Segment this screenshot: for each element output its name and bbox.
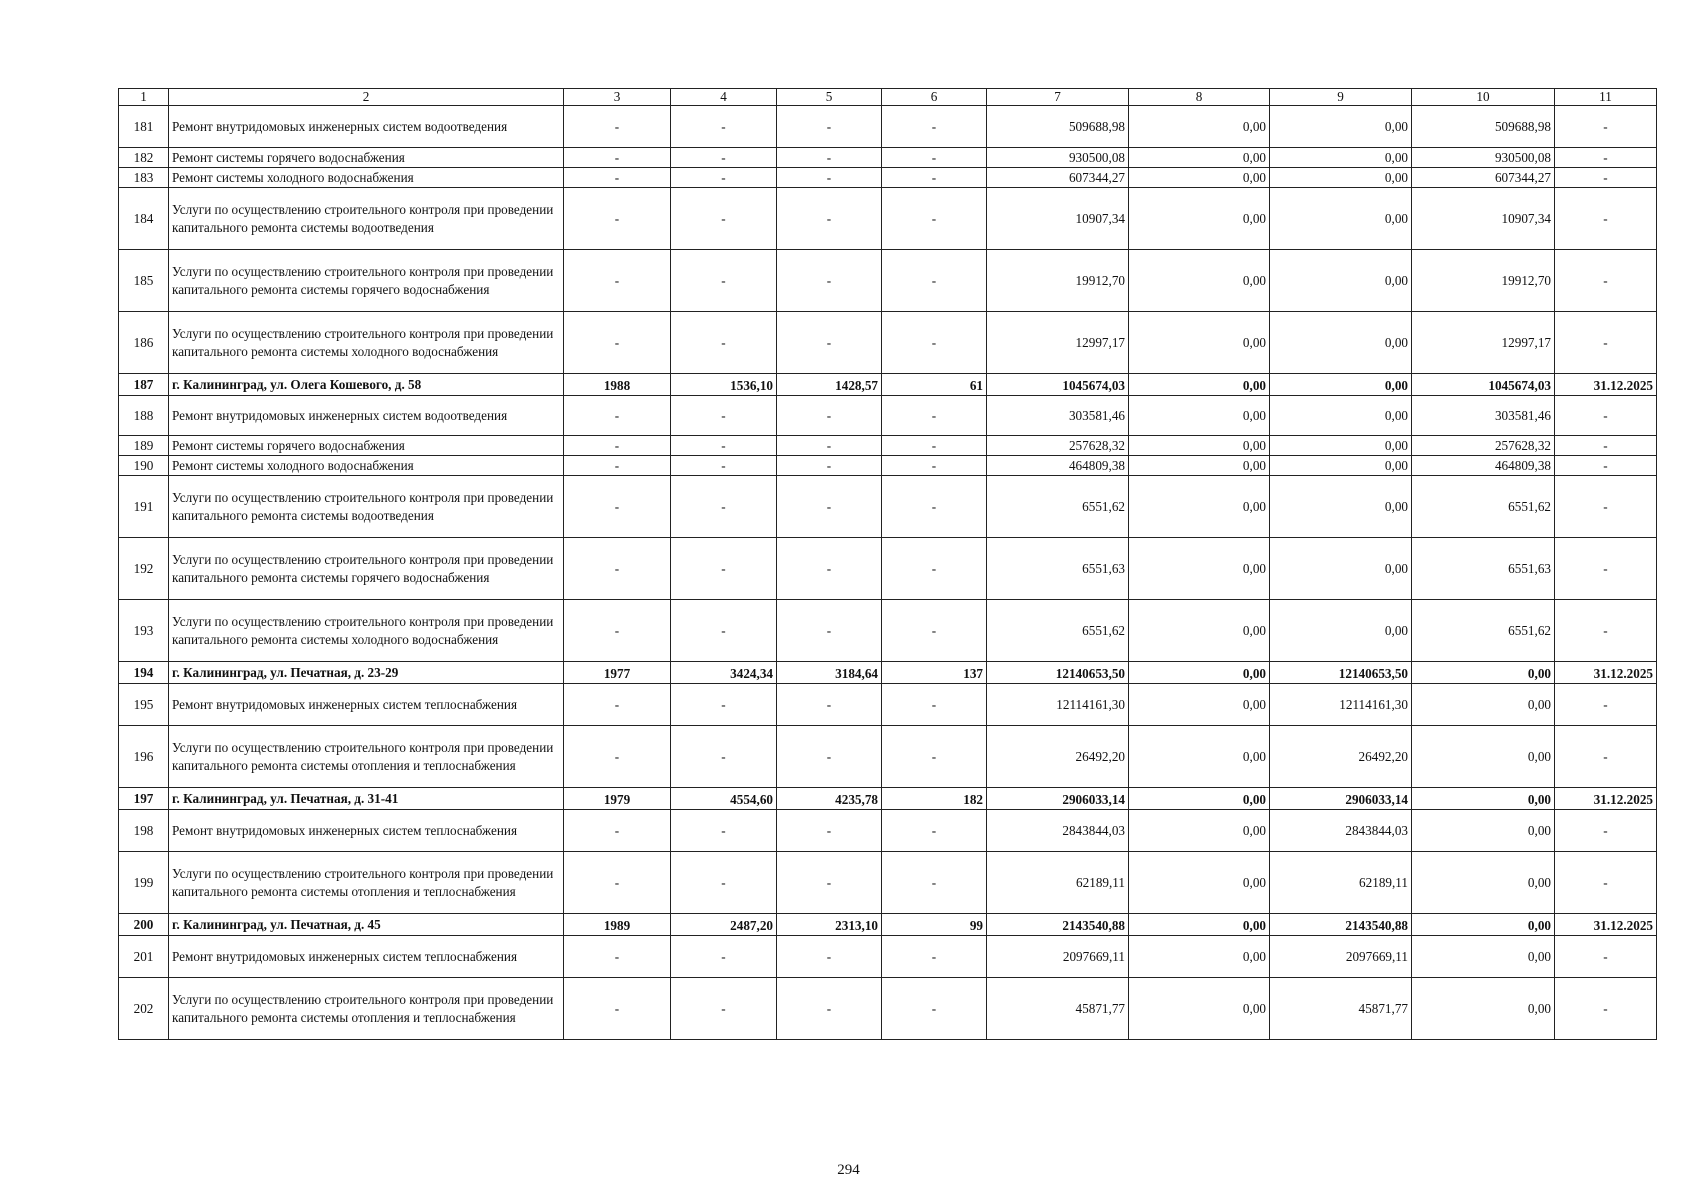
cost-col10-cell: 257628,32 [1412, 436, 1555, 456]
year-cell: - [564, 810, 671, 852]
deadline-cell: - [1555, 600, 1657, 662]
year-cell: - [564, 436, 671, 456]
cost-total-cell: 45871,77 [987, 978, 1129, 1040]
column-number: 11 [1555, 89, 1657, 106]
cost-col9-cell: 0,00 [1270, 476, 1412, 538]
deadline-cell: - [1555, 476, 1657, 538]
row-number: 181 [119, 106, 169, 148]
area-total-cell: - [671, 456, 777, 476]
column-number: 4 [671, 89, 777, 106]
row-number: 191 [119, 476, 169, 538]
area-living-cell: - [777, 436, 882, 456]
cost-col9-cell: 62189,11 [1270, 852, 1412, 914]
area-living-cell: 2313,10 [777, 914, 882, 936]
row-number: 193 [119, 600, 169, 662]
table-row [119, 250, 1657, 312]
deadline-cell: - [1555, 978, 1657, 1040]
row-number: 187 [119, 374, 169, 396]
cost-col10-cell: 1045674,03 [1412, 374, 1555, 396]
row-number: 183 [119, 168, 169, 188]
cost-total-cell: 509688,98 [987, 106, 1129, 148]
residents-cell: - [882, 538, 987, 600]
cost-total-cell: 62189,11 [987, 852, 1129, 914]
column-number: 5 [777, 89, 882, 106]
area-total-cell: 2487,20 [671, 914, 777, 936]
row-number: 184 [119, 188, 169, 250]
deadline-cell: - [1555, 188, 1657, 250]
cost-col9-cell: 12140653,50 [1270, 662, 1412, 684]
year-cell: - [564, 106, 671, 148]
cost-col8-cell: 0,00 [1129, 148, 1270, 168]
table-row [119, 936, 1657, 978]
residents-cell: 137 [882, 662, 987, 684]
work-description: г. Калининград, ул. Печатная, д. 31-41 [169, 788, 564, 810]
cost-total-cell: 6551,63 [987, 538, 1129, 600]
residents-cell: - [882, 726, 987, 788]
area-total-cell: 1536,10 [671, 374, 777, 396]
column-number: 10 [1412, 89, 1555, 106]
cost-col10-cell: 464809,38 [1412, 456, 1555, 476]
cost-col9-cell: 0,00 [1270, 312, 1412, 374]
area-total-cell: - [671, 312, 777, 374]
area-total-cell: - [671, 250, 777, 312]
cost-col10-cell: 930500,08 [1412, 148, 1555, 168]
cost-col10-cell: 0,00 [1412, 684, 1555, 726]
cost-col10-cell: 0,00 [1412, 810, 1555, 852]
cost-total-cell: 12114161,30 [987, 684, 1129, 726]
deadline-cell: - [1555, 396, 1657, 436]
cost-col9-cell: 0,00 [1270, 396, 1412, 436]
cost-col8-cell: 0,00 [1129, 436, 1270, 456]
residents-cell: - [882, 684, 987, 726]
area-living-cell: - [777, 106, 882, 148]
cost-col9-cell: 0,00 [1270, 600, 1412, 662]
cost-col8-cell: 0,00 [1129, 684, 1270, 726]
cost-col9-cell: 2843844,03 [1270, 810, 1412, 852]
year-cell: - [564, 148, 671, 168]
table-row [119, 538, 1657, 600]
area-living-cell: - [777, 396, 882, 436]
cost-col8-cell: 0,00 [1129, 914, 1270, 936]
residents-cell: - [882, 936, 987, 978]
year-cell: - [564, 312, 671, 374]
area-living-cell: - [777, 852, 882, 914]
cost-col8-cell: 0,00 [1129, 978, 1270, 1040]
work-description: Услуги по осуществлению строительного контроля при проведении капитального ремонта системы отопления и теплоснабжения [169, 978, 564, 1040]
residents-cell: - [882, 106, 987, 148]
year-cell: - [564, 600, 671, 662]
work-description: Ремонт внутридомовых инженерных систем теплоснабжения [169, 810, 564, 852]
cost-col10-cell: 6551,63 [1412, 538, 1555, 600]
address-row [119, 662, 1657, 684]
work-description: г. Калининград, ул. Олега Кошевого, д. 58 [169, 374, 564, 396]
row-number: 185 [119, 250, 169, 312]
deadline-cell: - [1555, 436, 1657, 456]
area-living-cell: - [777, 250, 882, 312]
table-row [119, 456, 1657, 476]
row-number: 190 [119, 456, 169, 476]
cost-col9-cell: 0,00 [1270, 188, 1412, 250]
residents-cell: - [882, 456, 987, 476]
year-cell: - [564, 476, 671, 538]
area-living-cell: - [777, 684, 882, 726]
column-number: 8 [1129, 89, 1270, 106]
area-total-cell: - [671, 810, 777, 852]
cost-total-cell: 2906033,14 [987, 788, 1129, 810]
work-description: Услуги по осуществлению строительного контроля при проведении капитального ремонта системы водоотведения [169, 188, 564, 250]
column-number: 6 [882, 89, 987, 106]
year-cell: - [564, 250, 671, 312]
residents-cell: 99 [882, 914, 987, 936]
cost-col8-cell: 0,00 [1129, 476, 1270, 538]
table-row [119, 188, 1657, 250]
area-total-cell: - [671, 168, 777, 188]
deadline-cell: - [1555, 148, 1657, 168]
residents-cell: - [882, 168, 987, 188]
table-row [119, 600, 1657, 662]
area-total-cell: 3424,34 [671, 662, 777, 684]
residents-cell: - [882, 476, 987, 538]
cost-col8-cell: 0,00 [1129, 852, 1270, 914]
cost-col8-cell: 0,00 [1129, 810, 1270, 852]
work-description: Ремонт внутридомовых инженерных систем водоотведения [169, 106, 564, 148]
cost-total-cell: 607344,27 [987, 168, 1129, 188]
cost-col9-cell: 26492,20 [1270, 726, 1412, 788]
deadline-cell: - [1555, 852, 1657, 914]
deadline-cell: - [1555, 726, 1657, 788]
table-row [119, 852, 1657, 914]
area-living-cell: - [777, 312, 882, 374]
cost-total-cell: 464809,38 [987, 456, 1129, 476]
row-number: 192 [119, 538, 169, 600]
year-cell: 1979 [564, 788, 671, 810]
cost-col8-cell: 0,00 [1129, 188, 1270, 250]
column-number-row [119, 89, 1657, 106]
work-description: Услуги по осуществлению строительного контроля при проведении капитального ремонта системы отопления и теплоснабжения [169, 726, 564, 788]
work-description: Услуги по осуществлению строительного контроля при проведении капитального ремонта системы отопления и теплоснабжения [169, 852, 564, 914]
cost-col10-cell: 10907,34 [1412, 188, 1555, 250]
work-description: Ремонт внутридомовых инженерных систем водоотведения [169, 396, 564, 436]
deadline-cell: - [1555, 810, 1657, 852]
cost-col8-cell: 0,00 [1129, 600, 1270, 662]
cost-col10-cell: 0,00 [1412, 936, 1555, 978]
area-living-cell: 4235,78 [777, 788, 882, 810]
area-total-cell: - [671, 726, 777, 788]
year-cell: - [564, 936, 671, 978]
table-row [119, 168, 1657, 188]
deadline-cell: 31.12.2025 [1555, 374, 1657, 396]
cost-col9-cell: 12114161,30 [1270, 684, 1412, 726]
area-total-cell: - [671, 978, 777, 1040]
residents-cell: - [882, 436, 987, 456]
cost-col10-cell: 0,00 [1412, 662, 1555, 684]
table-row [119, 148, 1657, 168]
area-living-cell: - [777, 978, 882, 1040]
cost-total-cell: 26492,20 [987, 726, 1129, 788]
cost-col8-cell: 0,00 [1129, 788, 1270, 810]
cost-col10-cell: 12997,17 [1412, 312, 1555, 374]
table-row [119, 684, 1657, 726]
table-row [119, 726, 1657, 788]
table-row [119, 396, 1657, 436]
column-number: 2 [169, 89, 564, 106]
table-body [119, 89, 1657, 1040]
cost-col10-cell: 6551,62 [1412, 476, 1555, 538]
row-number: 195 [119, 684, 169, 726]
table-row [119, 106, 1657, 148]
cost-total-cell: 10907,34 [987, 188, 1129, 250]
year-cell: 1988 [564, 374, 671, 396]
cost-col8-cell: 0,00 [1129, 250, 1270, 312]
row-number: 200 [119, 914, 169, 936]
area-total-cell: - [671, 396, 777, 436]
residents-cell: - [882, 148, 987, 168]
cost-col8-cell: 0,00 [1129, 936, 1270, 978]
column-number: 3 [564, 89, 671, 106]
cost-total-cell: 930500,08 [987, 148, 1129, 168]
cost-col10-cell: 0,00 [1412, 726, 1555, 788]
cost-col9-cell: 0,00 [1270, 106, 1412, 148]
year-cell: 1989 [564, 914, 671, 936]
deadline-cell: 31.12.2025 [1555, 914, 1657, 936]
deadline-cell: - [1555, 168, 1657, 188]
cost-col10-cell: 19912,70 [1412, 250, 1555, 312]
year-cell: - [564, 168, 671, 188]
cost-col9-cell: 0,00 [1270, 436, 1412, 456]
table-row [119, 978, 1657, 1040]
area-living-cell: - [777, 538, 882, 600]
work-description: Ремонт внутридомовых инженерных систем теплоснабжения [169, 936, 564, 978]
area-living-cell: 3184,64 [777, 662, 882, 684]
work-description: Услуги по осуществлению строительного контроля при проведении капитального ремонта системы холодного водоснабжения [169, 312, 564, 374]
deadline-cell: - [1555, 538, 1657, 600]
deadline-cell: - [1555, 684, 1657, 726]
row-number: 199 [119, 852, 169, 914]
column-number: 7 [987, 89, 1129, 106]
residents-cell: - [882, 188, 987, 250]
residents-cell: - [882, 852, 987, 914]
area-living-cell: - [777, 148, 882, 168]
work-description: г. Калининград, ул. Печатная, д. 45 [169, 914, 564, 936]
residents-cell: - [882, 810, 987, 852]
deadline-cell: - [1555, 936, 1657, 978]
work-description: Услуги по осуществлению строительного контроля при проведении капитального ремонта системы холодного водоснабжения [169, 600, 564, 662]
cost-total-cell: 12997,17 [987, 312, 1129, 374]
cost-total-cell: 1045674,03 [987, 374, 1129, 396]
cost-total-cell: 12140653,50 [987, 662, 1129, 684]
cost-col10-cell: 0,00 [1412, 978, 1555, 1040]
cost-total-cell: 303581,46 [987, 396, 1129, 436]
cost-col8-cell: 0,00 [1129, 312, 1270, 374]
deadline-cell: - [1555, 250, 1657, 312]
cost-col10-cell: 0,00 [1412, 914, 1555, 936]
cost-total-cell: 2097669,11 [987, 936, 1129, 978]
area-total-cell: - [671, 538, 777, 600]
residents-cell: - [882, 396, 987, 436]
cost-col10-cell: 6551,62 [1412, 600, 1555, 662]
residents-cell: - [882, 312, 987, 374]
year-cell: - [564, 456, 671, 476]
work-description: Услуги по осуществлению строительного контроля при проведении капитального ремонта системы горячего водоснабжения [169, 538, 564, 600]
address-row [119, 914, 1657, 936]
deadline-cell: 31.12.2025 [1555, 662, 1657, 684]
cost-col10-cell: 303581,46 [1412, 396, 1555, 436]
work-description: Ремонт системы холодного водоснабжения [169, 168, 564, 188]
cost-col9-cell: 0,00 [1270, 538, 1412, 600]
address-row [119, 374, 1657, 396]
column-number: 9 [1270, 89, 1412, 106]
cost-col9-cell: 0,00 [1270, 168, 1412, 188]
cost-total-cell: 6551,62 [987, 600, 1129, 662]
area-living-cell: - [777, 456, 882, 476]
year-cell: - [564, 396, 671, 436]
column-number: 1 [119, 89, 169, 106]
residents-cell: 182 [882, 788, 987, 810]
row-number: 196 [119, 726, 169, 788]
area-living-cell: - [777, 600, 882, 662]
residents-cell: - [882, 600, 987, 662]
area-living-cell: - [777, 188, 882, 250]
work-description: Ремонт внутридомовых инженерных систем теплоснабжения [169, 684, 564, 726]
cost-col10-cell: 509688,98 [1412, 106, 1555, 148]
table-row [119, 810, 1657, 852]
residents-cell: - [882, 250, 987, 312]
cost-col9-cell: 2906033,14 [1270, 788, 1412, 810]
area-total-cell: - [671, 148, 777, 168]
cost-col9-cell: 2097669,11 [1270, 936, 1412, 978]
cost-col8-cell: 0,00 [1129, 168, 1270, 188]
year-cell: - [564, 978, 671, 1040]
deadline-cell: - [1555, 312, 1657, 374]
row-number: 188 [119, 396, 169, 436]
row-number: 194 [119, 662, 169, 684]
year-cell: - [564, 726, 671, 788]
cost-total-cell: 19912,70 [987, 250, 1129, 312]
row-number: 182 [119, 148, 169, 168]
cost-col8-cell: 0,00 [1129, 538, 1270, 600]
cost-col10-cell: 0,00 [1412, 852, 1555, 914]
register-table [118, 88, 1657, 1040]
area-total-cell: - [671, 852, 777, 914]
year-cell: - [564, 188, 671, 250]
table-row [119, 476, 1657, 538]
area-living-cell: - [777, 168, 882, 188]
cost-col9-cell: 0,00 [1270, 250, 1412, 312]
area-living-cell: - [777, 810, 882, 852]
area-total-cell: - [671, 476, 777, 538]
row-number: 186 [119, 312, 169, 374]
cost-total-cell: 257628,32 [987, 436, 1129, 456]
deadline-cell: - [1555, 106, 1657, 148]
cost-col9-cell: 0,00 [1270, 456, 1412, 476]
area-living-cell: 1428,57 [777, 374, 882, 396]
year-cell: - [564, 852, 671, 914]
table-row [119, 312, 1657, 374]
cost-col9-cell: 45871,77 [1270, 978, 1412, 1040]
cost-col8-cell: 0,00 [1129, 396, 1270, 436]
row-number: 189 [119, 436, 169, 456]
work-description: Ремонт системы горячего водоснабжения [169, 436, 564, 456]
cost-col9-cell: 0,00 [1270, 148, 1412, 168]
area-total-cell: 4554,60 [671, 788, 777, 810]
area-total-cell: - [671, 106, 777, 148]
area-total-cell: - [671, 600, 777, 662]
cost-col10-cell: 607344,27 [1412, 168, 1555, 188]
area-total-cell: - [671, 936, 777, 978]
cost-col8-cell: 0,00 [1129, 726, 1270, 788]
residents-cell: - [882, 978, 987, 1040]
area-living-cell: - [777, 936, 882, 978]
row-number: 201 [119, 936, 169, 978]
area-living-cell: - [777, 726, 882, 788]
row-number: 198 [119, 810, 169, 852]
deadline-cell: 31.12.2025 [1555, 788, 1657, 810]
cost-total-cell: 2143540,88 [987, 914, 1129, 936]
cost-col9-cell: 0,00 [1270, 374, 1412, 396]
cost-col8-cell: 0,00 [1129, 456, 1270, 476]
area-total-cell: - [671, 684, 777, 726]
work-description: Ремонт системы горячего водоснабжения [169, 148, 564, 168]
year-cell: 1977 [564, 662, 671, 684]
cost-col8-cell: 0,00 [1129, 106, 1270, 148]
row-number: 197 [119, 788, 169, 810]
cost-total-cell: 2843844,03 [987, 810, 1129, 852]
area-living-cell: - [777, 476, 882, 538]
address-row [119, 788, 1657, 810]
cost-total-cell: 6551,62 [987, 476, 1129, 538]
cost-col9-cell: 2143540,88 [1270, 914, 1412, 936]
row-number: 202 [119, 978, 169, 1040]
year-cell: - [564, 684, 671, 726]
cost-col8-cell: 0,00 [1129, 374, 1270, 396]
residents-cell: 61 [882, 374, 987, 396]
work-description: Услуги по осуществлению строительного контроля при проведении капитального ремонта системы водоотведения [169, 476, 564, 538]
work-description: Ремонт системы холодного водоснабжения [169, 456, 564, 476]
work-description: г. Калининград, ул. Печатная, д. 23-29 [169, 662, 564, 684]
area-total-cell: - [671, 436, 777, 456]
page-number: 294 [837, 1162, 860, 1178]
table-row [119, 436, 1657, 456]
cost-col10-cell: 0,00 [1412, 788, 1555, 810]
work-description: Услуги по осуществлению строительного контроля при проведении капитального ремонта системы горячего водоснабжения [169, 250, 564, 312]
year-cell: - [564, 538, 671, 600]
area-total-cell: - [671, 188, 777, 250]
deadline-cell: - [1555, 456, 1657, 476]
cost-col8-cell: 0,00 [1129, 662, 1270, 684]
